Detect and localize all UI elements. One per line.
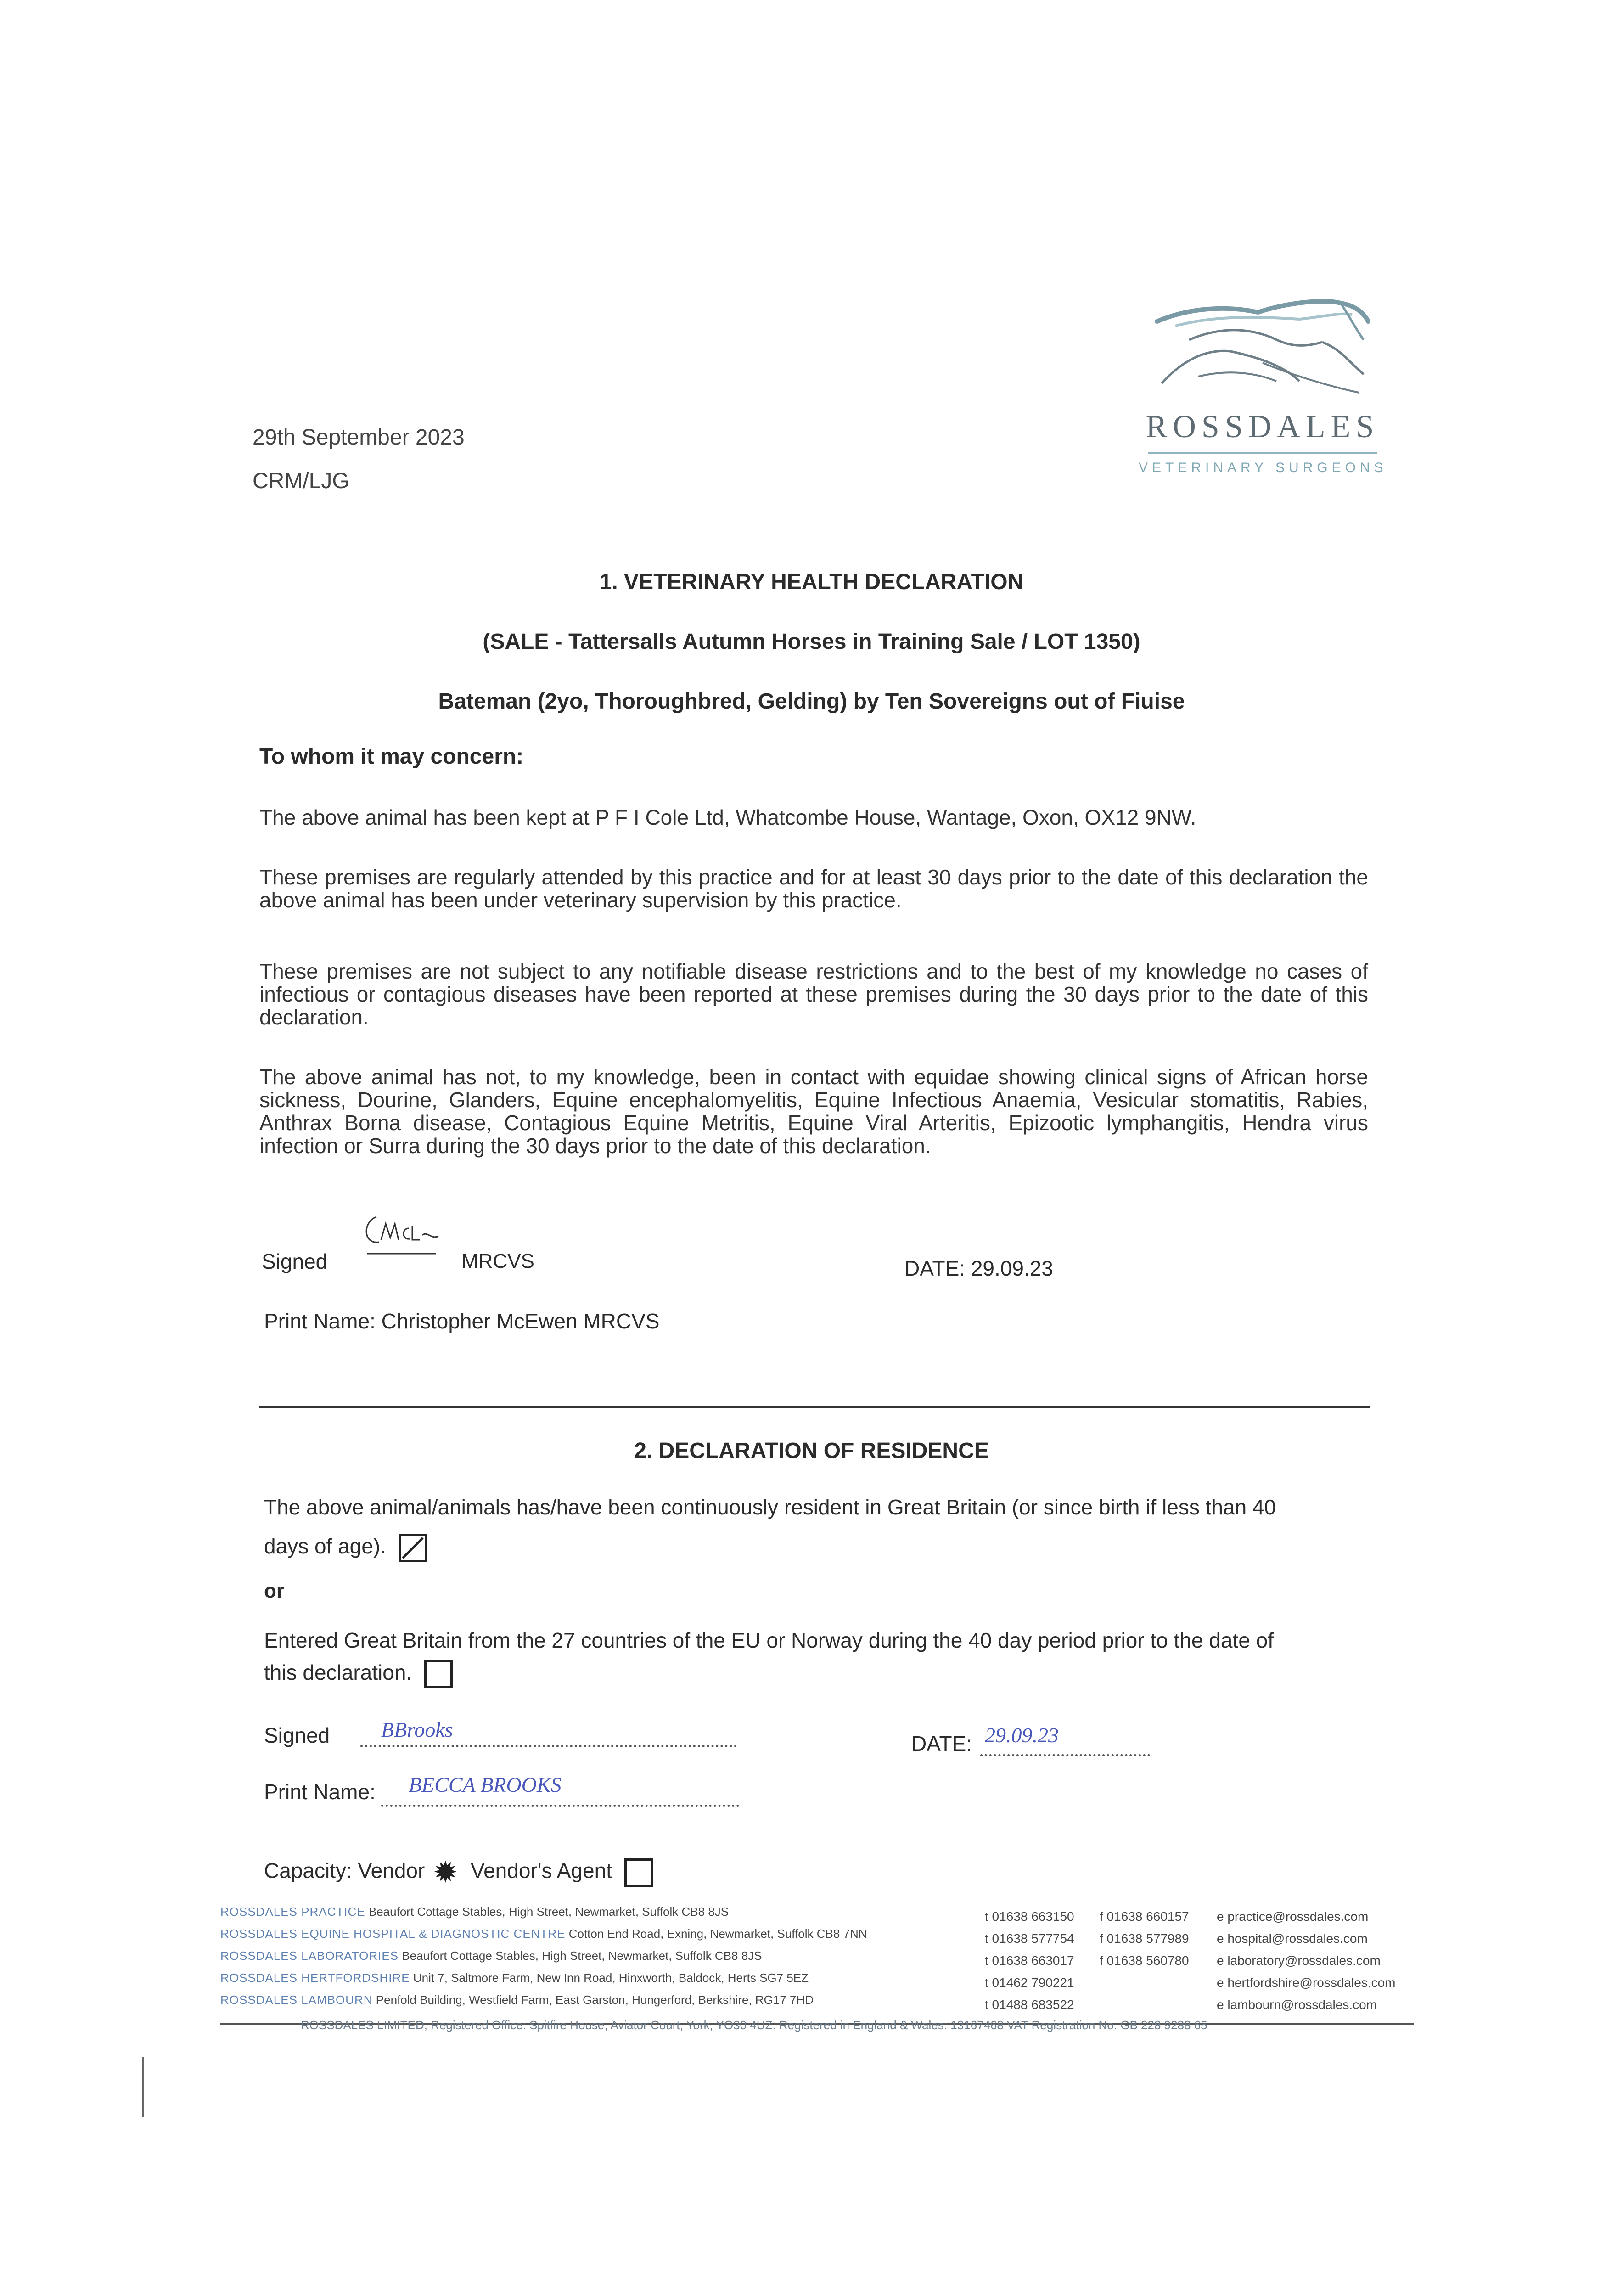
- residence-option1-line2: days of age).: [264, 1534, 386, 1559]
- footer-row: [220, 1927, 867, 1941]
- sale-line: (SALE - Tattersalls Autumn Horses in Training Sale / LOT 1350): [483, 630, 1140, 654]
- check-slash-icon: [401, 1536, 425, 1560]
- footer-row: [220, 1949, 762, 1963]
- capacity-vendor-label: Capacity: Vendor: [264, 1858, 425, 1883]
- footer-row: [220, 1905, 729, 1919]
- footer-email[interactable]: e hertfordshire@rossdales.com: [1217, 1975, 1396, 1990]
- vendor-agent-label: Vendor's Agent: [470, 1858, 612, 1883]
- vet-date: DATE: 29.09.23: [904, 1256, 1053, 1280]
- logo-subtitle: VETERINARY SURGEONS: [1139, 460, 1387, 475]
- residence-option1-line1: The above animal/animals has/have been continuously resident in Great Britain (or since birth if less than 40: [264, 1495, 1276, 1519]
- date2-value: 29.09.23: [985, 1723, 1059, 1747]
- signed2-label: Signed: [264, 1723, 330, 1747]
- footer-row-label: ROSSDALES LABORATORIES: [220, 1949, 399, 1963]
- horse-line: Bateman (2yo, Thoroughbred, Gelding) by Ten Sovereigns out of Fiuise: [438, 689, 1185, 714]
- vendor-selected-mark-icon[interactable]: ✹: [433, 1856, 458, 1889]
- footer-row: [220, 1971, 809, 1985]
- footer-row-address: Cotton End Road, Exning, Newmarket, Suffolk CB8 7NN: [568, 1927, 867, 1941]
- footer-phone: t 01638 577754: [985, 1931, 1074, 1946]
- section1-title: 1. VETERINARY HEALTH DECLARATION: [599, 570, 1024, 594]
- footer-row-label: ROSSDALES PRACTICE: [220, 1905, 365, 1919]
- footer-row-address: Unit 7, Saltmore Farm, New Inn Road, Hinxworth, Baldock, Herts SG7 5EZ: [413, 1971, 809, 1985]
- footer-row-address: Penfold Building, Westfield Farm, East Garston, Hungerford, Berkshire, RG17 7HD: [376, 1993, 814, 2007]
- print2-value: BECCA BROOKS: [409, 1773, 562, 1796]
- vendor-signature: BBrooks: [381, 1718, 453, 1741]
- scan-margin-mark: [142, 2057, 144, 2117]
- paragraph-contact: The above animal has not, to my knowledge, been in contact with equidae showing clinical signs of African horse sickness, Dourine, Glanders, Equine encephalomyelitis, Equine Infectious Anaemia, Vesicular stomatitis, Rabies, Anthrax Borna disease, Contagious Equine Metritis, Equine Viral Arteritis, Epizootic lymphangitis, Hendra virus infection or Surra during the 30 days prior to the date of this declaration.: [259, 1065, 1368, 1158]
- paragraph-premises: The above animal has been kept at P F I Cole Ltd, Whatcombe House, Wantage, Oxon, OX12 9NW.: [259, 805, 1196, 829]
- print2-label: Print Name:: [264, 1780, 376, 1804]
- residence-option1-line2-row: [264, 1534, 427, 1562]
- rossdales-logo: [1139, 294, 1387, 487]
- footer-row-address: Beaufort Cottage Stables, High Street, Newmarket, Suffolk CB8 8JS: [402, 1949, 762, 1963]
- section-divider: [259, 1406, 1370, 1408]
- residence-option2-line2: this declaration.: [264, 1660, 412, 1685]
- section2-title: 2. DECLARATION OF RESIDENCE: [634, 1439, 989, 1463]
- footer-phone: t 01488 683522: [985, 1998, 1074, 2012]
- logo-brand-name: ROSSDALES: [1146, 409, 1380, 445]
- footer-registration: ROSSDALES LIMITED, Registered Office: Spitfire House, Aviator Court, York, YO30 4UZ. Registered in England & Wales: 13167468 VAT Registration No. GB 228 9288 65: [301, 2018, 1207, 2032]
- salutation: To whom it may concern:: [259, 744, 524, 769]
- residence-option2-line1: Entered Great Britain from the 27 countries of the EU or Norway during the 40 day period prior to the date of: [264, 1628, 1274, 1652]
- letter-reference: CRM/LJG: [253, 469, 349, 493]
- footer-phone: t 01638 663017: [985, 1953, 1074, 1968]
- signed-suffix: MRCVS: [461, 1250, 534, 1272]
- residence-option2-checkbox[interactable]: [424, 1660, 453, 1688]
- signed-label: Signed: [262, 1249, 328, 1273]
- date2-label: DATE:: [911, 1732, 972, 1756]
- footer-row-address: Beaufort Cottage Stables, High Street, Newmarket, Suffolk CB8 8JS: [368, 1905, 729, 1919]
- letter-date: 29th September 2023: [253, 425, 465, 450]
- logo-rule: [1148, 452, 1377, 454]
- footer-fax: f 01638 560780: [1100, 1953, 1189, 1968]
- footer-email[interactable]: e lambourn@rossdales.com: [1217, 1998, 1377, 2012]
- footer-row-label: ROSSDALES LAMBOURN: [220, 1993, 373, 2007]
- horse-logo-icon: [1148, 294, 1377, 404]
- paragraph-supervision: These premises are regularly attended by this practice and for at least 30 days prior to the date of this declaration the above animal has been under veterinary supervision by this practice.: [259, 865, 1368, 912]
- vendor-agent-checkbox[interactable]: [624, 1858, 653, 1887]
- footer-fax: f 01638 660157: [1100, 1909, 1189, 1924]
- paragraph-restrictions: These premises are not subject to any notifiable disease restrictions and to the best of my knowledge no cases of infectious or contagious diseases have been reported at these premises during the 30 days prior to the date of this declaration.: [259, 959, 1368, 1029]
- footer-row: [220, 1993, 814, 2007]
- footer-row-label: ROSSDALES EQUINE HOSPITAL & DIAGNOSTIC CENTRE: [220, 1927, 566, 1941]
- footer-email[interactable]: e practice@rossdales.com: [1217, 1909, 1369, 1924]
- footer-phone: t 01462 790221: [985, 1975, 1074, 1990]
- footer-email[interactable]: e hospital@rossdales.com: [1217, 1931, 1368, 1946]
- capacity-row: [264, 1855, 653, 1890]
- footer-email[interactable]: e laboratory@rossdales.com: [1217, 1953, 1381, 1968]
- footer-row-label: ROSSDALES HERTFORDSHIRE: [220, 1971, 410, 1985]
- or-label: or: [264, 1580, 284, 1602]
- footer-phone: t 01638 663150: [985, 1909, 1074, 1924]
- vet-print-name: Print Name: Christopher McEwen MRCVS: [264, 1309, 660, 1333]
- vet-signature: [358, 1208, 450, 1263]
- residence-option2-line2-row: [264, 1660, 453, 1688]
- footer-fax: f 01638 577989: [1100, 1931, 1189, 1946]
- residence-option1-checkbox[interactable]: [399, 1534, 427, 1562]
